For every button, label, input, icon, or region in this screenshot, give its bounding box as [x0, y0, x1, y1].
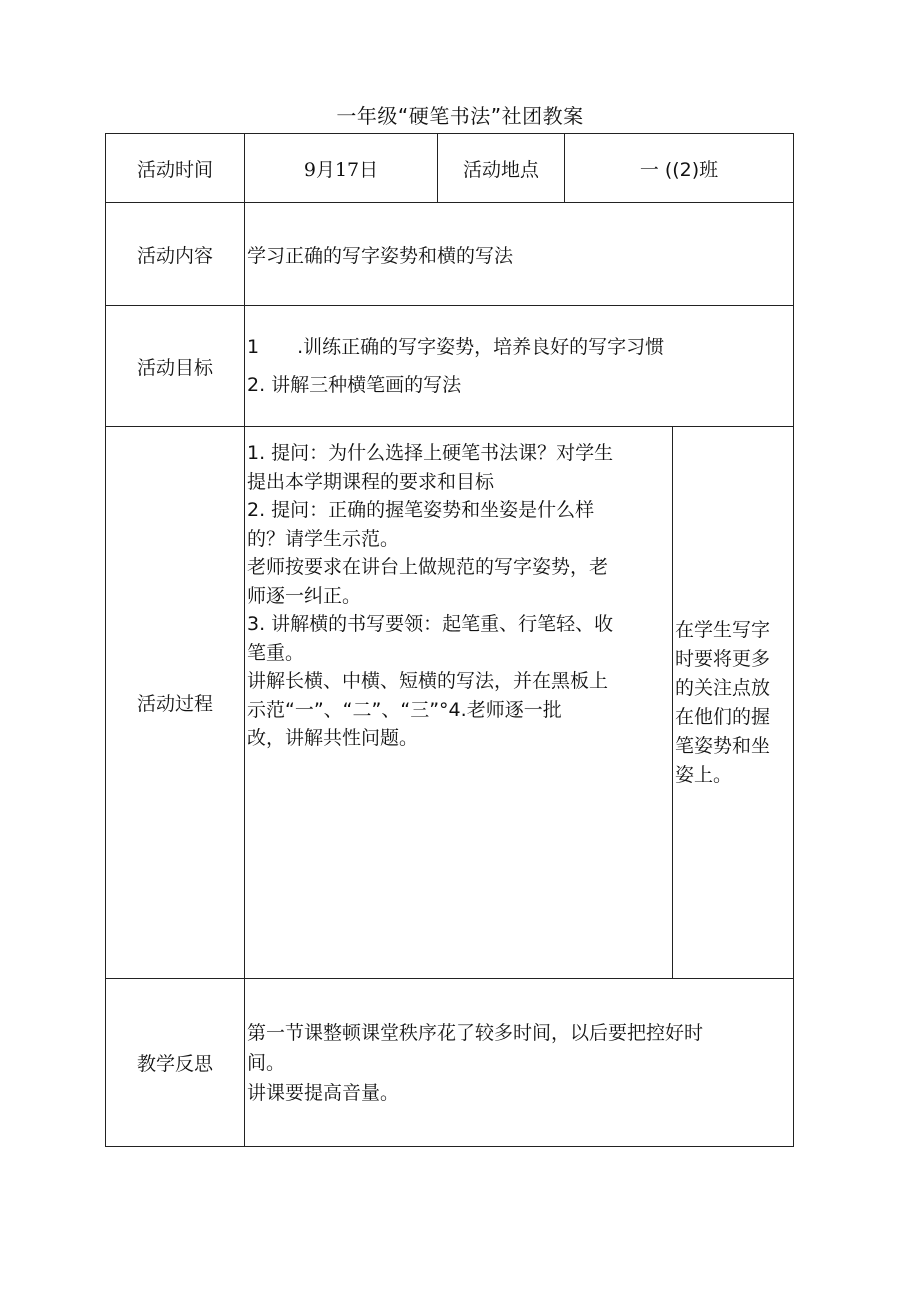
process-line: 3. 讲解横的书写要领：起笔重、行笔轻、收 — [247, 613, 614, 635]
note-line: 的关注点放 — [675, 676, 771, 699]
goals-list — [245, 306, 794, 427]
note-line: 姿上。 — [675, 763, 733, 786]
time-place-row — [106, 134, 794, 203]
reflection-row — [106, 979, 794, 1147]
note-line: 在学生写字 — [675, 618, 771, 641]
process-row — [106, 427, 794, 979]
process-line: 1. 提问：为什么选择上硬笔书法课？对学生 — [247, 442, 614, 464]
note-line: 笔姿势和坐 — [675, 734, 771, 757]
place-value: 一 ((2)班 — [565, 134, 794, 203]
process-label: 活动过程 — [106, 427, 245, 979]
time-label: 活动时间 — [106, 134, 245, 203]
content-row — [106, 203, 794, 306]
reflection-line: 第一节课整顿课堂秩序花了较多时间，以后要把控好时 — [247, 1021, 704, 1044]
process-line: 改，讲解共性问题。 — [247, 727, 419, 749]
goal-item: 2. 讲解三种横笔画的写法 — [247, 374, 462, 396]
process-line: 示范“一”、“二”、“三”°4.老师逐一批 — [247, 698, 562, 721]
goal-item: 1 .训练正确的写字姿势，培养良好的写字习惯 — [247, 336, 665, 358]
reflection-line: 讲课要提高音量。 — [247, 1081, 400, 1104]
goals-label: 活动目标 — [106, 306, 245, 427]
process-steps — [245, 427, 673, 979]
time-value: 9月17日 — [245, 134, 438, 203]
reflection-text — [245, 979, 794, 1147]
process-line: 师逐一纠正。 — [247, 584, 362, 607]
note-line: 在他们的握 — [675, 705, 771, 728]
process-line: 老师按要求在讲台上做规范的写字姿势，老 — [247, 556, 609, 578]
reflection-line: 间。 — [247, 1051, 286, 1074]
process-line: 的？请学生示范。 — [247, 527, 400, 550]
note-line: 时要将更多 — [675, 647, 771, 670]
lesson-plan-table — [105, 133, 794, 1147]
process-line: 笔重。 — [247, 641, 305, 664]
process-line: 提出本学期课程的要求和目标 — [247, 470, 495, 493]
content-value: 学习正确的写字姿势和横的写法 — [245, 203, 794, 306]
process-note — [673, 427, 794, 979]
process-line: 2. 提问：正确的握笔姿势和坐姿是什么样 — [247, 499, 595, 521]
goals-row — [106, 306, 794, 427]
process-line: 讲解长横、中横、短横的写法，并在黑板上 — [247, 670, 609, 692]
reflection-label: 教学反思 — [106, 979, 245, 1147]
content-label: 活动内容 — [106, 203, 245, 306]
document-title: 一年级“硬笔书法”社团教案 — [336, 104, 584, 128]
place-label: 活动地点 — [438, 134, 565, 203]
